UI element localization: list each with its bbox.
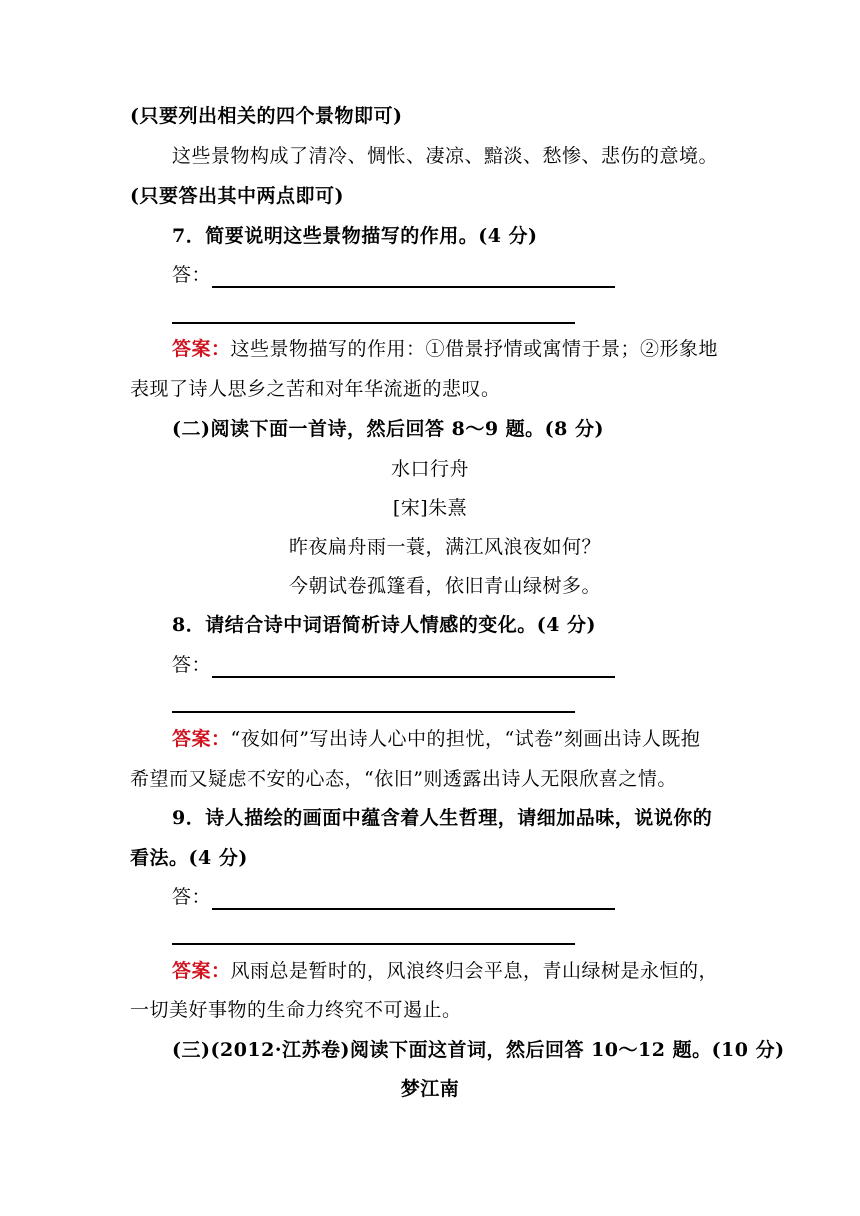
answer-text: 风雨总是暂时的，风浪终归会平息，青山绿树是永恒的，: [230, 960, 719, 982]
answer-blank-8b: [172, 711, 575, 713]
question-9-line-2: 看法。(4 分): [130, 847, 248, 869]
poem-line-2: 今朝试卷孤篷看，依旧青山绿树多。: [289, 575, 602, 597]
answer-blank-9a: [212, 908, 615, 910]
answer-blank-7a: [212, 286, 615, 288]
question-8: 8．请结合诗中词语简析诗人情感的变化。(4 分): [172, 614, 597, 636]
answer-label: 答案：: [172, 960, 231, 982]
answer-prefix-8: 答：: [172, 654, 212, 676]
answer-text: “夜如何”写出诗人心中的担忧，“试卷”刻画出诗人既抱: [230, 728, 701, 750]
poem-title-1: 水口行舟: [390, 458, 469, 480]
poem-title-2: 梦江南: [400, 1078, 460, 1100]
section-2-heading: (二)阅读下面一首诗，然后回答 8～9 题。(8 分): [172, 418, 604, 440]
answer-prefix-7: 答：: [172, 264, 212, 286]
answer-9-line-1: [172, 959, 718, 983]
poem-line-1: 昨夜扁舟雨一蓑，满江风浪夜如何？: [289, 536, 602, 558]
instruction-note-1: (只要列出相关的四个景物即可): [130, 105, 403, 127]
answer-label: 答案：: [172, 728, 231, 750]
poem-author-1: [宋]朱熹: [392, 497, 468, 519]
answer-blank-8a: [212, 676, 615, 678]
answer-blank-7b: [172, 322, 575, 324]
instruction-note-2: (只要答出其中两点即可): [130, 185, 344, 207]
answer-text: 这些景物描写的作用：①借景抒情或寓情于景；②形象地: [230, 338, 719, 360]
question-7: 7．简要说明这些景物描写的作用。(4 分): [172, 225, 538, 247]
question-9-line-1: 9．诗人描绘的画面中蕴含着人生哲理，请细加品味，说说你的: [172, 807, 713, 829]
answer-continuation-line: 这些景物构成了清冷、惆怅、凄凉、黯淡、愁惨、悲伤的意境。: [172, 145, 719, 167]
answer-prefix-9: 答：: [172, 886, 212, 908]
answer-7-line-1: [172, 337, 718, 361]
section-3-heading: (三)(2012·江苏卷)阅读下面这首词，然后回答 10～12 题。(10 分): [172, 1039, 785, 1061]
answer-label: 答案：: [172, 338, 231, 360]
answer-9-line-2: 一切美好事物的生命力终究不可遏止。: [130, 999, 462, 1021]
answer-8-line-1: [172, 727, 700, 751]
answer-blank-9b: [172, 943, 575, 945]
answer-8-line-2: 希望而又疑虑不安的心态，“依旧”则透露出诗人无限欣喜之情。: [130, 768, 677, 790]
answer-7-line-2: 表现了诗人思乡之苦和对年华流逝的悲叹。: [130, 378, 501, 400]
